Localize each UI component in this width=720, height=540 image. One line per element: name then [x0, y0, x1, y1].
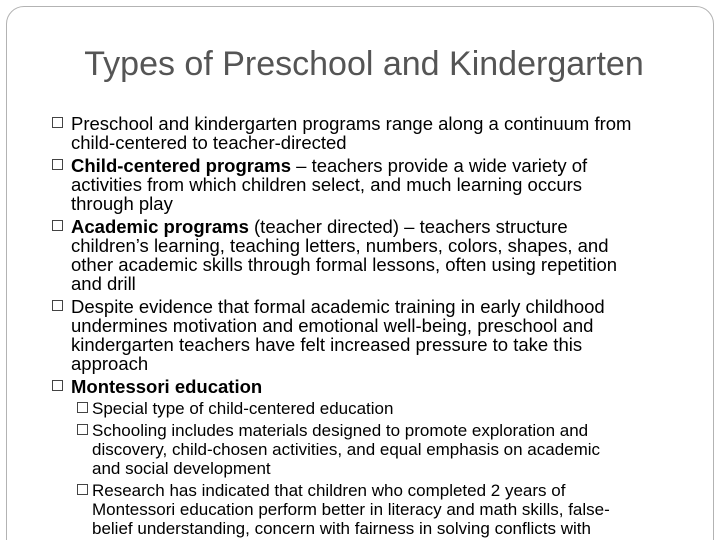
sub-bullet-text-line: discovery, child-chosen activities, and equal emphasis on academic	[92, 440, 601, 459]
bullet-text-line: activities from which children select, and much learning occurs	[71, 174, 583, 195]
sub-bullet-item	[0, 421, 720, 478]
bullet-checkbox-icon	[52, 159, 63, 170]
bullet-text-line: approach	[71, 353, 149, 374]
bullet-checkbox-icon	[52, 220, 63, 231]
bullet-item	[0, 156, 720, 213]
bullet-checkbox-icon	[77, 484, 88, 495]
bullet-text-line: and drill	[71, 273, 136, 294]
bullet-item	[0, 114, 720, 152]
bullet-text-line: child-centered to teacher-directed	[71, 132, 347, 153]
bullet-text: (teacher directed) – teachers structure	[248, 216, 568, 237]
bullet-text-line: Preschool and kindergarten programs range along a continuum from	[71, 113, 632, 134]
bullet-checkbox-icon	[52, 380, 63, 391]
bullet-list	[0, 114, 720, 540]
bullet-text-line	[71, 217, 720, 236]
sub-bullet-text-line: Research has indicated that children who completed 2 years of	[92, 481, 566, 500]
bullet-text-line: undermines motivation and emotional well-being, preschool and	[71, 315, 594, 336]
bullet-checkbox-icon	[52, 117, 63, 128]
bullet-text-line	[71, 156, 720, 175]
bullet-text-line: children’s learning, teaching letters, numbers, colors, shapes, and	[71, 235, 609, 256]
bullet-text: – teachers provide a wide variety of	[291, 155, 588, 176]
bullet-bold-term: Academic programs	[71, 216, 249, 237]
bullet-bold-term: Child-centered programs	[71, 155, 291, 176]
bullet-text-line: through play	[71, 193, 173, 214]
sub-bullet-text-line: Special type of child-centered education	[92, 399, 394, 418]
sub-bullet-item	[0, 481, 720, 538]
bullet-item	[0, 217, 720, 293]
bullet-text-line: Despite evidence that formal academic training in early childhood	[71, 296, 605, 317]
bullet-text-line	[71, 377, 720, 396]
bullet-text-line: other academic skills through formal lessons, often using repetition	[71, 254, 618, 275]
bullet-checkbox-icon	[77, 402, 88, 413]
bullet-item	[0, 377, 720, 396]
sub-bullet-text-line: Schooling includes materials designed to promote exploration and	[92, 421, 589, 440]
sub-bullet-item	[0, 399, 720, 418]
bullet-text-line: kindergarten teachers have felt increased pressure to take this	[71, 334, 583, 355]
slide-title: Types of Preschool and Kindergarten	[84, 45, 644, 83]
sub-bullet-text-line: belief understanding, concern with fairness in solving conflicts with	[92, 519, 591, 538]
sub-bullet-text-line: and social development	[92, 459, 271, 478]
sub-bullet-text-line: Montessori education perform better in literacy and math skills, false-	[92, 500, 610, 519]
bullet-item	[0, 297, 720, 373]
bullet-checkbox-icon	[52, 300, 63, 311]
bullet-checkbox-icon	[77, 424, 88, 435]
bullet-bold-term: Montessori education	[71, 376, 263, 397]
